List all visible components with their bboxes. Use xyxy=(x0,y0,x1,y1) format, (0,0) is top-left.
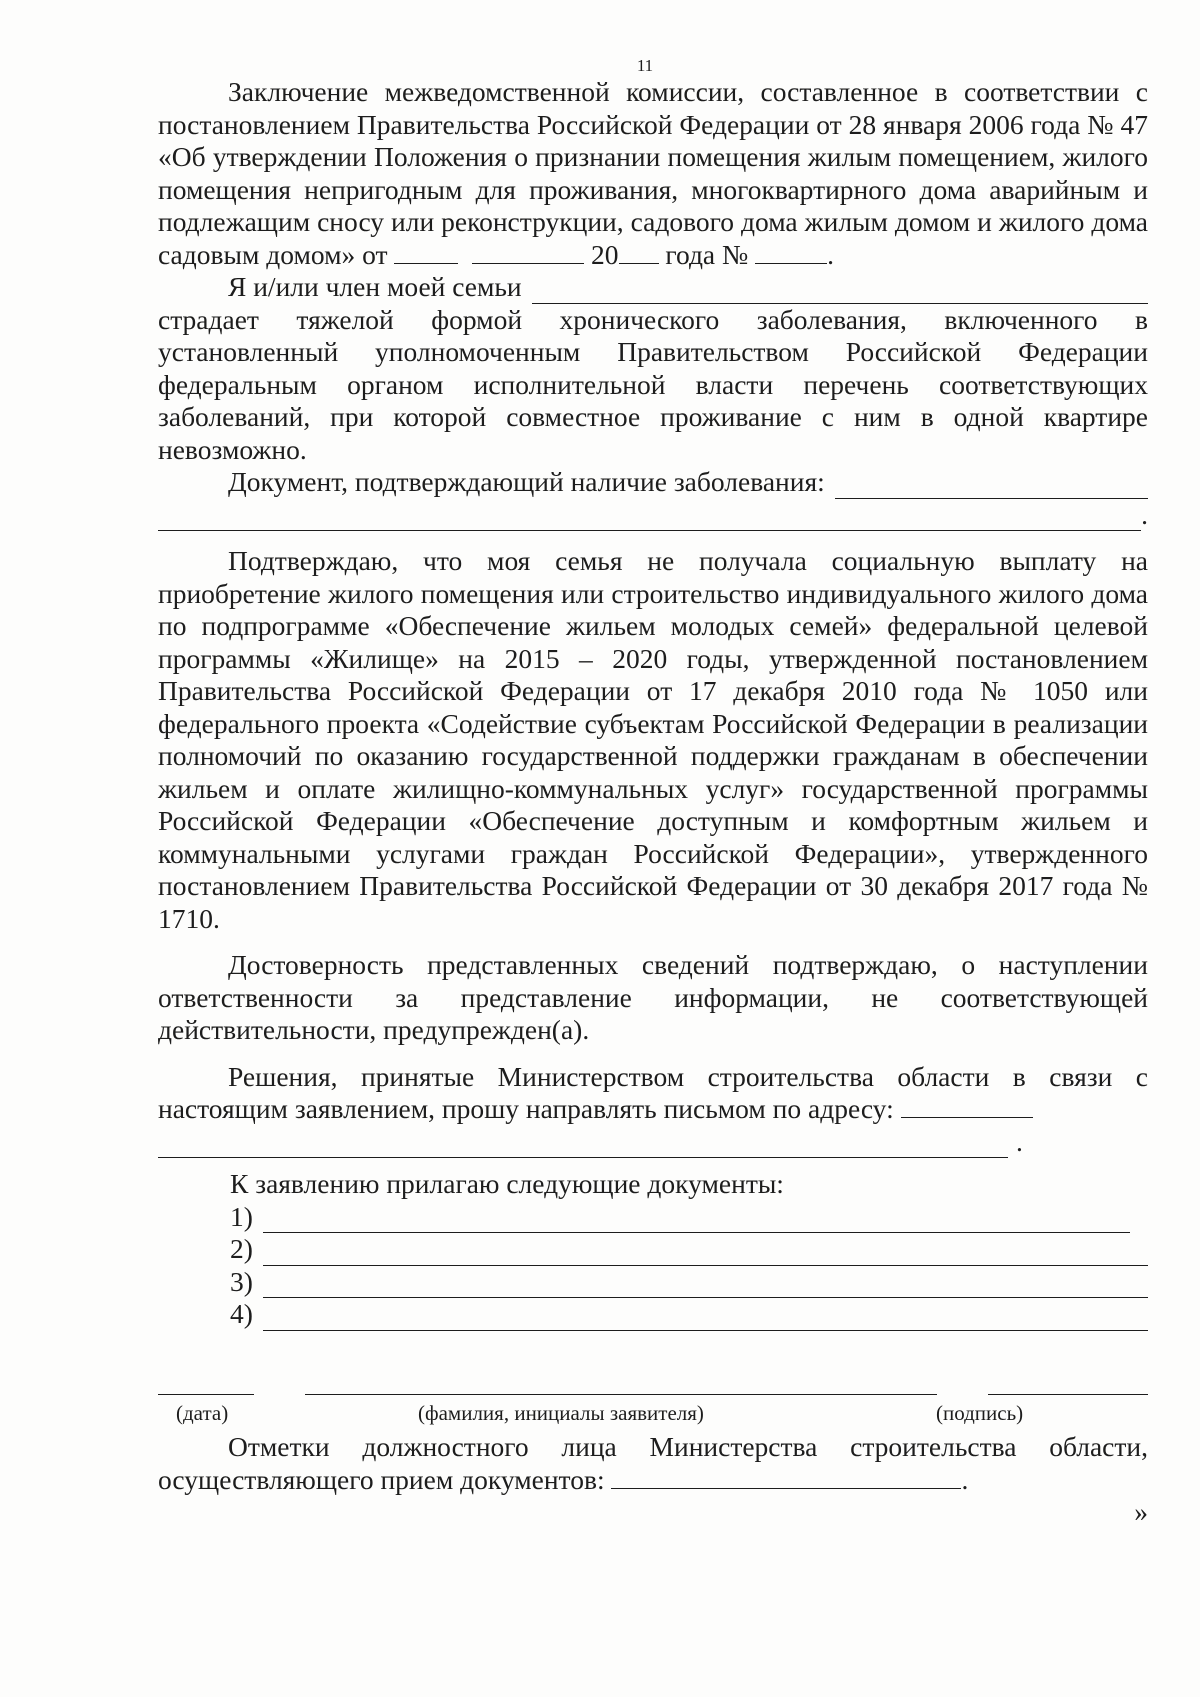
official-note-blank[interactable] xyxy=(611,1464,961,1489)
document-item-number: 4) xyxy=(230,1298,253,1329)
year-suffix: года № xyxy=(665,238,749,270)
conclusion-number-blank[interactable] xyxy=(755,239,827,264)
illness-document-label: Документ, подтверждающий наличие заболевания: xyxy=(228,466,825,497)
address-blank[interactable] xyxy=(901,1093,1033,1118)
document-item-blank[interactable] xyxy=(263,1241,1148,1266)
document-item xyxy=(158,1298,1148,1331)
document-item-number: 3) xyxy=(230,1265,253,1297)
address-row-2: . xyxy=(158,1126,1148,1159)
illness-document-row-2: . xyxy=(158,499,1148,532)
address-blank-2[interactable] xyxy=(158,1133,1008,1158)
document-body xyxy=(158,76,1148,1529)
signature-label: (подпись) xyxy=(936,1400,1024,1425)
official-note-text: Отметки должностного лица Министерства строительства области, осуществляющего прием документов: xyxy=(158,1431,1148,1495)
signature-labels xyxy=(158,1397,1148,1430)
illness-document-blank[interactable] xyxy=(835,474,1148,499)
decisions-address-paragraph xyxy=(158,1061,1148,1126)
commission-conclusion-text: Заключение межведомственной комиссии, составленное в соответствии с постановлением Правительства Российской Федерации от 28 января 2006 года № 47 «Об утверждении Положения о признании помещения жилым помещением, жилого помещения непригодным для проживания, многоквартирного дома аварийным и подлежащим сносу или реконструкции, садового дома жилым домом и жилого дома садовым домом» от xyxy=(158,76,1148,270)
signature-lines xyxy=(158,1393,1148,1395)
family-member-label: Я и/или член моей семьи xyxy=(228,271,522,302)
year-blank[interactable] xyxy=(619,239,659,264)
document-item xyxy=(158,1233,1148,1266)
date-month-blank[interactable] xyxy=(472,239,584,264)
document-item xyxy=(158,1266,1148,1299)
no-subsidy-confirmation-paragraph: Подтверждаю, что моя семья не получала социальную выплату на приобретение жилого помещения или строительство индивидуального жилого дома по подпрограмме «Обеспечение жильем молодых семей» федеральной целевой программы «Жилище» на 2015 – 2020 годы, утвержденной постановлением Правительства Российской Федерации от 17 декабря 2010 года № 1050 или федерального проекта «Содействие субъектам Российской Федерации в реализации полномочий по оказанию государственной поддержки гражданам в обеспечении жильем и оплате жилищно-коммунальных услуг» государственной программы Российской Федерации «Обеспечение доступным и комфортным жильем и коммунальными услугами граждан Российской Федерации», утвержденного постановлением Правительства Российской Федерации от 30 декабря 2017 года № 1710. xyxy=(158,545,1148,934)
family-member-row xyxy=(158,271,1148,304)
name-label: (фамилия, инициалы заявителя) xyxy=(418,1400,704,1425)
document-item-number: 2) xyxy=(230,1233,253,1264)
illness-document-blank-2[interactable] xyxy=(158,506,1141,531)
document-item-blank[interactable] xyxy=(263,1273,1148,1298)
illness-paragraph: страдает тяжелой формой хронического заболевания, включенного в установленный уполномоченным Правительством Российской Федерации федеральным органом исполнительной власти перечень соответствующих заболеваний, при которой совместное проживание с ним в одной квартире невозможно. xyxy=(158,303,1148,465)
date-day-blank[interactable] xyxy=(394,239,458,264)
accuracy-paragraph: Достоверность представленных сведений подтверждаю, о наступлении ответственности за представление информации, не соответствующей действительности, предупрежден(а). xyxy=(158,949,1148,1045)
document-item-number: 1) xyxy=(230,1200,253,1232)
closing-quote: » xyxy=(1134,1496,1148,1527)
document-item-blank[interactable] xyxy=(263,1208,1130,1233)
year-prefix: 20 xyxy=(591,238,619,270)
date-signature-line[interactable] xyxy=(158,1393,254,1395)
document-item-blank[interactable] xyxy=(263,1306,1148,1331)
family-member-blank[interactable] xyxy=(532,279,1148,304)
illness-document-row xyxy=(158,466,1148,499)
commission-conclusion-paragraph: Заключение межведомственной комиссии, составленное в соответствии с постановлением Правительства Российской Федерации от 28 января 2006 года № 47 «Об утверждении Положения о признании помещения жилым помещением, жилого помещения непригодным для проживания, многоквартирного дома аварийным и подлежащим сносу или реконструкции, садового дома жилым домом и жилого дома садовым домом» от 20 года № . xyxy=(158,76,1148,270)
page-number: 11 xyxy=(636,56,654,75)
signature-line[interactable] xyxy=(988,1393,1148,1395)
attached-documents-heading: К заявлению прилагаю следующие документы: xyxy=(230,1168,784,1199)
official-note-paragraph: Отметки должностного лица Министерства строительства области, осуществляющего прием документов: . xyxy=(158,1431,1148,1495)
date-label: (дата) xyxy=(176,1400,229,1425)
document-item xyxy=(158,1201,1148,1234)
name-signature-line[interactable] xyxy=(305,1393,937,1395)
decisions-address-text: Решения, принятые Министерством строительства области в связи с настоящим заявлением, прошу направлять письмом по адресу: xyxy=(158,1060,1148,1124)
attached-documents xyxy=(158,1168,1148,1331)
